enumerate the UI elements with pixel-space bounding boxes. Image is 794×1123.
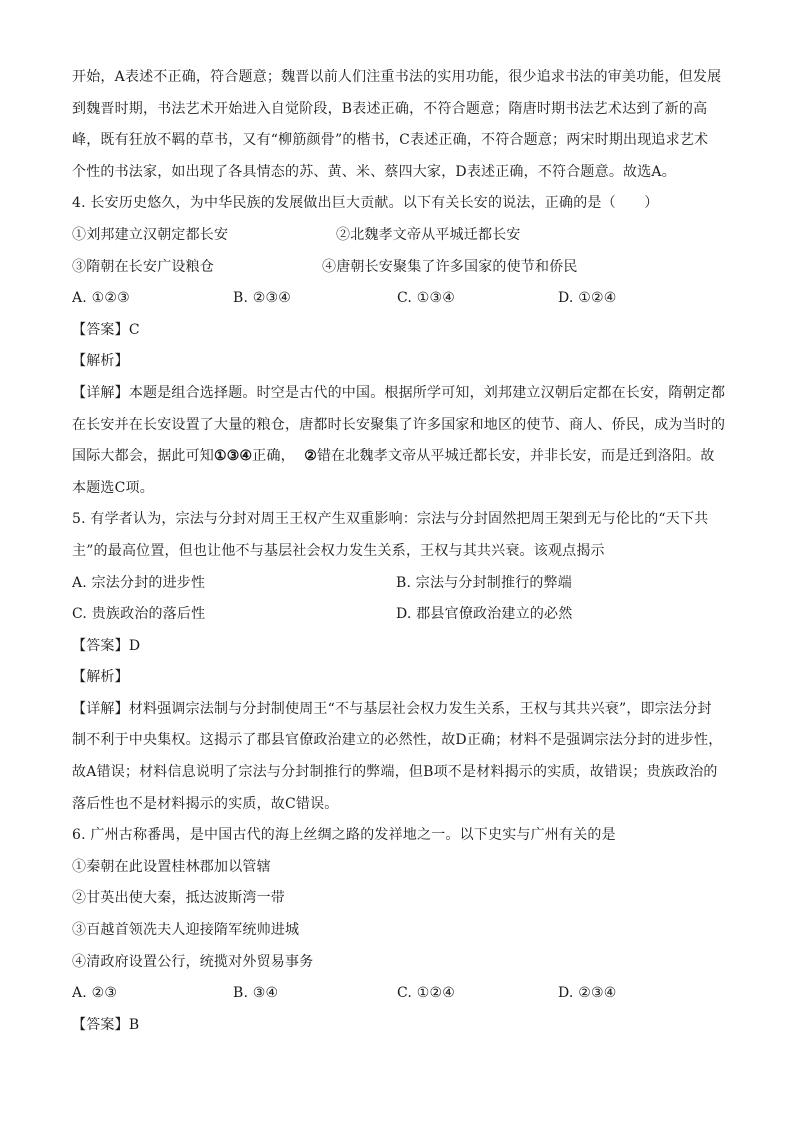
q5-option-d: D. 郡县官僚政治建立的必然 — [396, 606, 573, 623]
q5-answer — [72, 631, 732, 663]
q5-option-c: C. 贵族政治的落后性 — [72, 606, 206, 623]
detail-text: 国际大都会，据此可知 — [72, 448, 214, 465]
q6-options — [72, 978, 732, 1010]
q5-detail-line: 落后性也不是材料揭示的实质，故C错误。 — [72, 795, 339, 812]
answer-value: C — [128, 321, 140, 338]
q4-statement-4: ④唐朝长安聚集了许多国家的使节和侨民 — [322, 258, 578, 275]
q3-explanation-line: 开始，A表述不正确，符合题意；魏晋以前人们注重书法的实用功能，很少追求书法的审美功能，但发展 — [72, 69, 722, 85]
q4-option-b: B. ②③④ — [233, 290, 292, 307]
detail-text: 本题是组合选择题。时空是古代的中国。根据所学可知，刘邦建立汉朝后定都在长安，隋朝定都 — [128, 384, 726, 401]
q4-option-a: A. ①②③ — [72, 290, 130, 307]
q4-statement-3: ③隋朝在长安广设粮仓 — [72, 258, 214, 275]
q4-statement-1: ①刘邦建立汉朝定都长安 — [72, 226, 229, 243]
q6-option-c: C. ①②④ — [397, 985, 455, 1002]
detail-tag: 【详解】 — [72, 700, 129, 717]
q4-analysis-tag: 【解析】 — [72, 353, 129, 370]
q4-stem: 4. 长安历史悠久，为中华民族的发展做出巨大贡献。以下有关长安的说法，正确的是（ ） — [72, 195, 659, 212]
q4-answer — [72, 315, 732, 347]
q6-statement-1: ①秦朝在此设置桂林郡加以管辖 — [72, 858, 271, 875]
q5-stem-line: 5. 有学者认为，宗法与分封对周王王权产生双重影响：宗法与分封固然把周王架到无与伦比的“天下共 — [72, 511, 709, 528]
q6-option-d: D. ②③④ — [558, 985, 617, 1002]
q6-statement-3: ③百越首领冼夫人迎接隋军统帅进城 — [72, 922, 300, 939]
q5-option-b: B. 宗法与分封制推行的弊端 — [396, 574, 572, 591]
answer-value: D — [128, 637, 141, 654]
answer-tag: 【答案】 — [72, 637, 129, 654]
q4-detail-line — [72, 441, 732, 473]
q5-options-row — [72, 599, 732, 631]
q3-explanation-line: 峰，既有狂放不羁的草书，又有“柳筋颜骨”的楷书，C表述正确，不符合题意；两宋时期出现追求艺术 — [72, 132, 709, 149]
q3-explanation-line: 个性的书法家，如出现了各具情态的苏、黄、米、蔡四大家，D表述正确，不符合题意。故选A。 — [72, 163, 676, 180]
detail-text: 正确， — [252, 448, 295, 465]
q4-statements-row — [72, 220, 732, 252]
q4-statements-row — [72, 252, 732, 284]
q5-options-row — [72, 568, 732, 600]
q4-option-c: C. ①③④ — [397, 290, 455, 307]
q6-option-a: A. ②③ — [72, 985, 118, 1002]
q3-explanation-line: 到魏晋时期，书法艺术开始进入自觉阶段，B表述正确，不符合题意；隋唐时期书法艺术达到了新的高 — [72, 100, 708, 117]
detail-tag: 【详解】 — [72, 384, 129, 401]
q5-detail-line: 制不利于中央集权。这揭示了郡县官僚政治建立的必然性，故D正确；材料不是强调宗法分封的进步性， — [72, 732, 723, 749]
q4-detail-line: 本题选C项。 — [72, 479, 154, 496]
q5-detail-line — [72, 694, 732, 726]
q4-detail-line: 在长安并在长安设置了大量的粮仓，唐都时长安聚集了许多国家和地区的使节、商人、侨民，成为当时的 — [72, 416, 726, 433]
q6-statement-4: ④清政府设置公行，统揽对外贸易事务 — [72, 953, 314, 970]
q5-stem-line: 主”的最高位置，但也让他不与基层社会权力发生关系，王权与其共兴衰。该观点揭示 — [72, 542, 605, 559]
q4-option-d: D. ①②④ — [558, 290, 617, 307]
answer-tag: 【答案】 — [72, 1016, 129, 1033]
q4-statement-2: ②北魏孝文帝从平城迁都长安 — [336, 226, 521, 243]
q5-option-a: A. 宗法分封的进步性 — [72, 574, 206, 591]
answer-tag: 【答案】 — [72, 321, 129, 338]
detail-highlight: ①③④ — [214, 448, 253, 465]
answer-value: B — [128, 1016, 140, 1033]
q6-option-b: B. ③④ — [233, 985, 279, 1002]
q5-analysis-tag: 【解析】 — [72, 669, 129, 686]
detail-text: 错在北魏孝文帝从平城迁都长安，并非长安，而是迁到洛阳。故 — [316, 448, 715, 465]
q4-options — [72, 283, 732, 315]
q4-detail-line — [72, 378, 732, 410]
q6-stem: 6. 广州古称番禺，是中国古代的海上丝绸之路的发祥地之一。以下史实与广州有关的是 — [72, 827, 616, 844]
q6-statement-2: ②甘英出使大秦，抵达波斯湾一带 — [72, 890, 285, 907]
document-page — [72, 62, 732, 1041]
q6-answer — [72, 1010, 732, 1042]
detail-highlight: ② — [304, 448, 317, 465]
detail-text: 材料强调宗法制与分封制使周王“不与基层社会权力发生关系，王权与其共兴衰”，即宗法分封 — [128, 700, 712, 717]
q5-detail-line: 故A错误；材料信息说明了宗法与分封制推行的弊端，但B项不是材料揭示的实质，故错误；贵族政治的 — [72, 764, 718, 781]
